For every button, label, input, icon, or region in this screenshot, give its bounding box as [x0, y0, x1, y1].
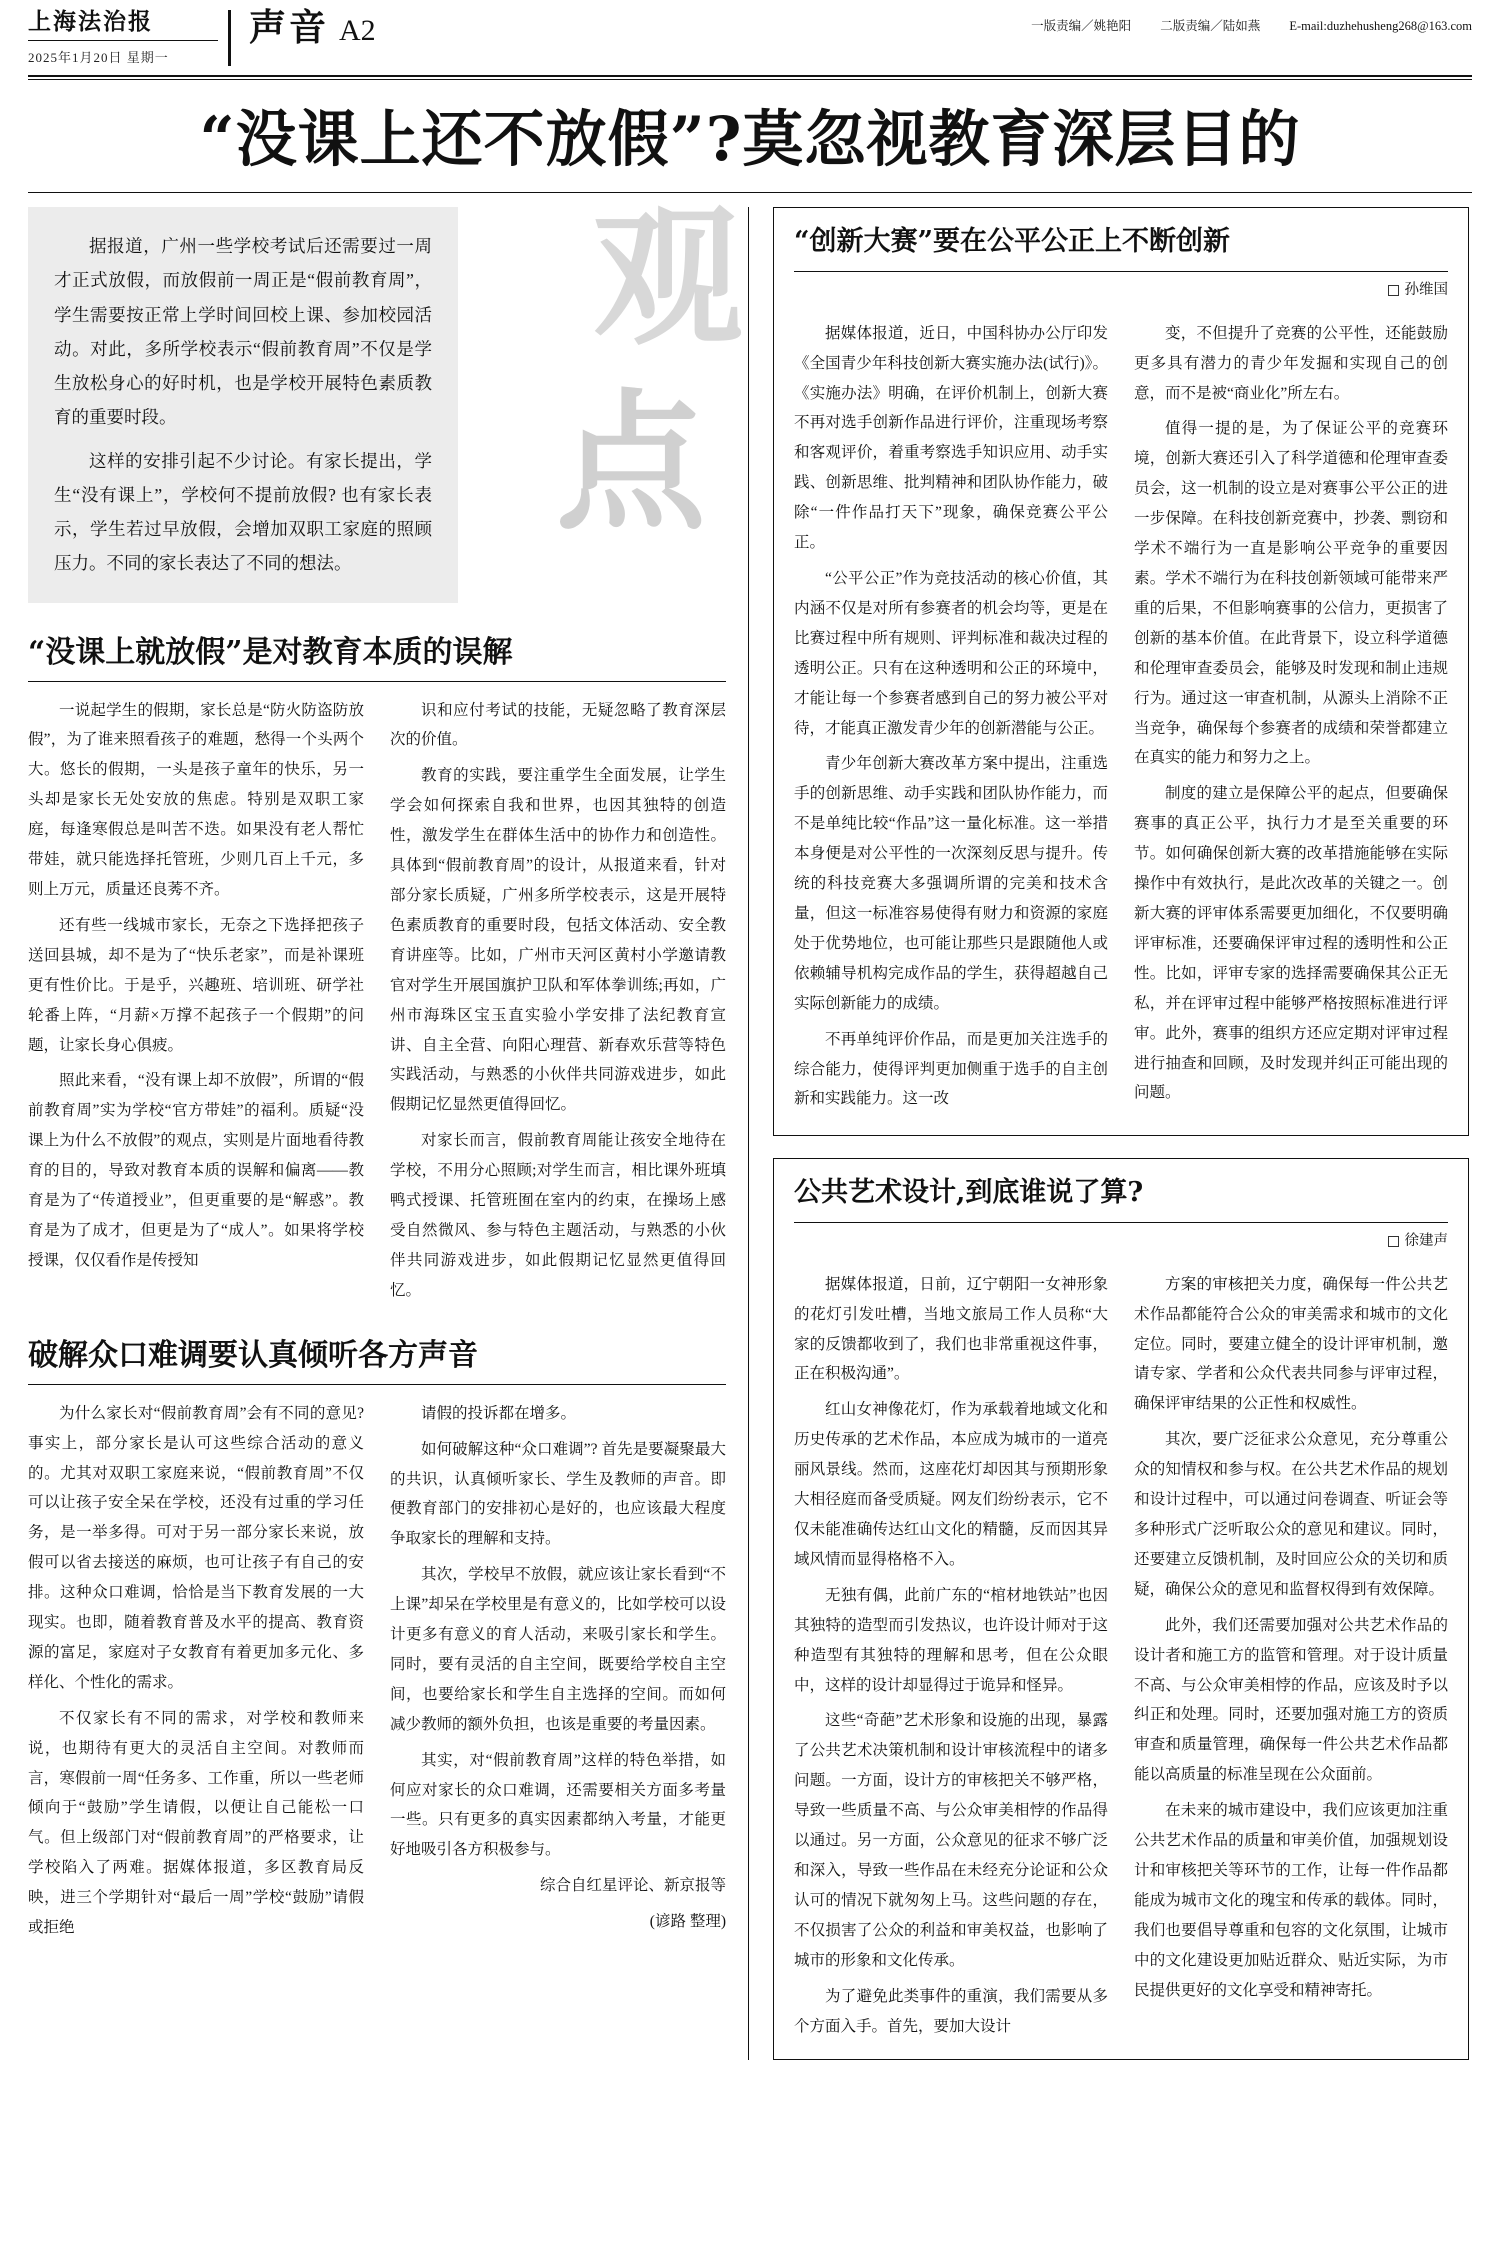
- paragraph: 教育的实践，要注重学生全面发展，让学生学会如何探索自我和世界，也因其独特的创造性，激发学生在群体生活中的协作力和创造性。具体到“假前教育周”的设计，从报道来看，针对部分家长质疑，广州多所学校表示，这是开展特色素质教育的重要时段，包括文体活动、安全教育讲座等。比如，广州市天河区黄村小学邀请教官对学生开展国旗护卫队和军体拳训练;再如，广州市海珠区宝玉直实验小学安排了法纪教育宣讲、自主全营、向阳心理营、新春欢乐营等特色实践活动，与熟悉的小伙伴共同游戏进步，如此假期记忆显然更值得回忆。: [390, 767, 726, 1114]
- paragraph: 青少年创新大赛改革方案中提出，注重选手的创新思维、动手实践和团队协作能力，而不是单纯比较“作品”这一量化标准。这一举措本身便是对公平性的一次深刻反思与提升。传统的科技竞赛大多强调所谓的完美和技术含量，但这一标准容易使得有财力和资源的家庭处于优势地位，也可能让那些只是跟随他人或依赖辅导机构完成作品的学生，获得超越自己实际创新能力的成绩。: [794, 755, 1108, 1012]
- paragraph: 这些“奇葩”艺术形象和设施的出现，暴露了公共艺术决策机制和设计审核流程中的诸多问题。一方面，设计方的审核把关不够严格，导致一些质量不高、与公众审美相悖的作品得以通过。另一方面，公众意见的征求不够广泛和深入，导致一些作品在未经充分论证和公众认可的情况下就匆匆上马。这些问题的存在，不仅损害了公众的利益和审美权益，也影响了城市的形象和文化传承。: [794, 1712, 1108, 1969]
- paragraph: “公平公正”作为竞技活动的核心价值，其内涵不仅是对所有参赛者的机会均等，更是在比赛过程中所有规则、评判标准和裁决过程的透明公正。只有在这种透明和公正的环境中，才能让每一个参赛者感到自己的努力被公平对待，才能真正激发青少年的创新潜能与公正。: [794, 570, 1108, 737]
- article4-author: 徐建声: [1404, 1232, 1448, 1249]
- paragraph: 在未来的城市建设中，我们应该更加注重公共艺术作品的质量和审美价值，加强规划设计和审核把关等环节的工作，让每一件作品都能成为城市文化的瑰宝和传承的载体。同时，我们也要倡导尊重和包容的文化氛围，让城市中的文化建设更加贴近群众、贴近实际，为市民提供更好的文化享受和精神寄托。: [1134, 1802, 1448, 1999]
- paragraph: 不仅家长有不同的需求，对学校和教师来说，也期待有更大的灵活自主空间。对教师而言，寒假前一周“任务多、工作重，所以一些老师倾向于“鼓励”学生请假，以便让自己能松一口气。但上级部门对“假前教育周”的严格要求，让学校陷入了两难。据媒体报道，多区教育局反映，进三个学期针对“最后一周”学校“鼓励”请假或拒绝: [28, 1709, 364, 1937]
- watermark-dian: 点: [555, 375, 706, 552]
- right-column: [749, 207, 1469, 2060]
- contact-email: E-mail:duzhehusheng268@163.com: [1289, 19, 1472, 33]
- article3-rule: [794, 271, 1448, 272]
- article4: [773, 1158, 1469, 2060]
- watermark-guan: 观: [592, 190, 743, 367]
- masthead-left: [28, 10, 231, 66]
- paragraph: 其次，学校早不放假，就应该让家长看到“不上课”却呆在学校里是有意义的，比如学校可以设计更多有意义的育人活动，来吸引家长和学生。同时，要有灵活的自主空间，既要给学校自主空间，也要给家长和学生自主选择的空间。而如何减少教师的额外负担，也该是重要的考量因素。: [390, 1566, 726, 1733]
- paragraph: 如何破解这种“众口难调”? 首先是要凝聚最大的共识，认真倾听家长、学生及教师的声音。即便教育部门的安排初心是好的，也应该最大程度争取家长的理解和支持。: [390, 1440, 726, 1548]
- paragraph: 为什么家长对“假前教育周”会有不同的意见? 事实上，部分家长是认可这些综合活动的意义的。尤其对双职工家庭来说，“假前教育周”不仅可以让孩子安全呆在学校，还没有过重的学习任务，是一举多得。可对于另一部分家长来说，放假可以省去接送的麻烦，也可让孩子有自己的安排。这种众口难调，恰恰是当下教育发展的一大现实。也即，随着教育普及水平的提高、教育资源的富足，家庭对子女教育有着更加多元化、多样化、个性化的需求。: [28, 1404, 364, 1691]
- paragraph: 据媒体报道，近日，中国科协办公厅印发《全国青少年科技创新大赛实施办法(试行)》。《实施办法》明确，在评价机制上，创新大赛不再对选手创新作品进行评价，注重现场考察和客观评价，着重考察选手知识应用、动手实践、创新思维、批判精神和团队协作能力，破除“一件作品打天下”现象，确保竞赛公平公正。: [794, 324, 1108, 552]
- paragraph: 一说起学生的假期，家长总是“防火防盗防放假”，为了谁来照看孩子的难题，愁得一个头两个大。悠长的假期，一头是孩子童年的快乐，另一头却是家长无处安放的焦虑。特别是双职工家庭，每逢寒假总是叫苦不迭。如果没有老人帮忙带娃，就只能选择托管班，少则几百上千元，多则上万元，质量还良莠不齐。: [28, 701, 364, 898]
- paragraph: 变，不但提升了竞赛的公平性，还能鼓励更多具有潜力的青少年发掘和实现自己的创意，而不是被“商业化”所左右。: [1134, 324, 1448, 402]
- article3-body: [794, 305, 1448, 1118]
- article4-rule: [794, 1222, 1448, 1223]
- section-block: [231, 10, 376, 48]
- section-name: 声音: [249, 8, 329, 49]
- lead-paragraph-2: 这样的安排引起不少讨论。有家长提出，学生“没有课上”，学校何不提前放假? 也有家长表示，学生若过早放假，会增加双职工家庭的照顾压力。不同的家长表达了不同的想法。: [54, 451, 432, 574]
- paragraph: 识和应付考试的技能，无疑忽略了教育深层次的价值。: [390, 701, 726, 749]
- article2-editor: (谚路 整理): [649, 1913, 726, 1931]
- paragraph: 无独有偶，此前广东的“棺材地铁站”也因其独特的造型而引发热议，也许设计师对于这种造型有其独特的理解和思考，但在公众眼中，这样的设计却显得过于诡异和怪异。: [794, 1586, 1108, 1694]
- paragraph: 不再单纯评价作品，而是更加关注选手的综合能力，使得评判更加侧重于选手的自主创新和实践能力。这一改: [794, 1030, 1108, 1108]
- paragraph: 为了避免此类事件的重演，我们需要从多个方面入手。首先，要加大设计: [794, 1987, 1108, 2035]
- author-marker-icon: [1388, 1236, 1399, 1247]
- page-body: [28, 190, 1472, 2060]
- paragraph: 还有些一线城市家长，无奈之下选择把孩子送回县城，却不是为了“快乐老家”，而是补课班更有性价比。于是乎，兴趣班、培训班、研学社轮番上阵，“月薪×万撑不起孩子一个假期”的问题，让家长身心俱疲。: [28, 916, 364, 1054]
- author-marker-icon: [1388, 285, 1399, 296]
- article4-byline: [794, 1229, 1448, 1250]
- paragraph: 对家长而言，假前教育周能让孩安全地待在学校，不用分心照顾;对学生而言，相比课外班填鸭式授课、托管班囿在室内的约束，在操场上感受自然微风、参与特色主题活动，与熟悉的小伙伴共同游戏进步，如此假期记忆显然更值得回忆。: [390, 1132, 726, 1299]
- paragraph: 照此来看，“没有课上却不放假”，所谓的“假前教育周”实为学校“官方带娃”的福利。质疑“没课上为什么不放假”的观点，实则是片面地看待教育的目的，导致对教育本质的误解和偏离——教育是为了“传道授业”，但更重要的是“解惑”。教育是为了成才，但更是为了“成人”。如果将学校授课，仅仅看作是传授知: [28, 1072, 364, 1269]
- paragraph: 红山女神像花灯，作为承载着地域文化和历史传承的艺术作品，本应成为城市的一道亮丽风景线。然而，这座花灯却因其与预期形象大相径庭而备受质疑。网友们纷纷表示，它不仅未能准确传达红山文化的精髓，反而因其异域风情而显得格格不入。: [794, 1401, 1108, 1568]
- article4-body: [794, 1256, 1448, 2042]
- paragraph: 此外，我们还需要加强对公共艺术作品的设计者和施工方的监管和管理。对于设计质量不高、与公众审美相悖的作品，应该及时予以纠正和处理。同时，还要加强对施工方的资质审查和质量管理，确保每一件公共艺术作品都能以高质量的标准呈现在公众面前。: [1134, 1616, 1448, 1784]
- article1-body: [28, 682, 726, 1306]
- article2-title: 破解众口难调要认真倾听各方声音: [28, 1337, 478, 1373]
- paragraph: 其实，对“假前教育周”这样的特色举措，如何应对家长的众口难调，还需要相关方面多考量一些。只有更多的真实因素都纳入考量，才能更好地吸引各方积极参与。: [390, 1751, 726, 1859]
- article3-byline: [794, 278, 1448, 299]
- left-column: [28, 190, 748, 2060]
- editor-info: [1005, 10, 1472, 36]
- article3: [773, 207, 1469, 1136]
- article3-title: “创新大赛”要在公平公正上不断创新: [794, 226, 1231, 258]
- lead-paragraph-1: 据报道，广州一些学校考试后还需要过一周才正式放假，而放假前一周正是“假前教育周”，学生需要按正常上学时间回校上课、参加校园活动。对此，多所学校表示“假前教育周”不仅是学生放松身心的好时机，也是学校开展特色素质教育的重要时段。: [54, 236, 432, 427]
- paragraph: 值得一提的是，为了保证公平的竞赛环境，创新大赛还引入了科学道德和伦理审查委员会，这一机制的设立是对赛事公平公正的进一步保障。在科技创新竞赛中，抄袭、剽窃和学术不端行为一直是影响公平竞争的重要因素。学术不端行为在科技创新领域可能带来严重的后果，不但影响赛事的公信力，更损害了创新的基本价值。在此背景下，设立科学道德和伦理审查委员会，能够及时发现和制止违规行为。通过这一审查机制，从源头上消除不正当竞争，确保每个参赛者的成绩和荣誉都建立在真实的能力和努力之上。: [1134, 420, 1448, 767]
- paragraph: 方案的审核把关力度，确保每一件公共艺术作品都能符合公众的审美需求和城市的文化定位。同时，要建立健全的设计评审机制，邀请专家、学者和公众代表共同参与评审过程，确保评审结果的公正性和权威性。: [1134, 1275, 1448, 1413]
- article2-body: [28, 1385, 726, 1946]
- paragraph: 其次，要广泛征求公众意见，充分尊重公众的知情权和参与权。在公共艺术作品的规划和设计过程中，可以通过问卷调查、听证会等多种形式广泛听取公众的意见和建议。同时，还要建立反馈机制，及时回应公众的关切和质疑，确保公众的意见和监督权得到有效保障。: [1134, 1431, 1448, 1598]
- newspaper-logo: 上海法治报: [28, 10, 218, 41]
- issue-date: 2025年1月20日 星期一: [28, 50, 169, 65]
- masthead: [28, 0, 1472, 66]
- article2-source: 综合自红星评论、新京报等: [539, 1877, 726, 1895]
- paragraph: 据媒体报道，日前，辽宁朝阳一女神形象的花灯引发吐槽，当地文旅局工作人员称“大家的反馈都收到了，我们也非常重视这件事，正在积极沟通”。: [794, 1275, 1108, 1383]
- page-number: A2: [339, 14, 376, 47]
- article1-title: “没课上就放假”是对教育本质的误解: [28, 634, 513, 670]
- article3-author: 孙维国: [1404, 281, 1448, 298]
- lead-box: [28, 207, 458, 602]
- masthead-rule: [28, 75, 1472, 77]
- editor-two: 二版责编／陆如燕: [1160, 19, 1261, 33]
- editor-one: 一版责编／姚艳阳: [1031, 19, 1132, 33]
- page-title: “没课上还不放假”?莫忽视教育深层目的: [199, 104, 1301, 175]
- paragraph: 请假的投诉都在增多。: [421, 1404, 577, 1422]
- paragraph: 制度的建立是保障公平的起点，但要确保赛事的真正公平，执行力才是至关重要的环节。如何确保创新大赛的改革措施能够在实际操作中有效执行，是此次改革的关键之一。创新大赛的评审体系需要更加细化，不仅要明确评审标准，还要确保评审过程的透明性和公正性。比如，评审专家的选择需要确保其公正无私，并在评审过程中能够严格按照标准进行评审。此外，赛事的组织方还应定期对评审过程进行抽查和回顾，及时发现并纠正可能出现的问题。: [1134, 785, 1448, 1102]
- article4-title: 公共艺术设计,到底谁说了算?: [794, 1177, 1144, 1209]
